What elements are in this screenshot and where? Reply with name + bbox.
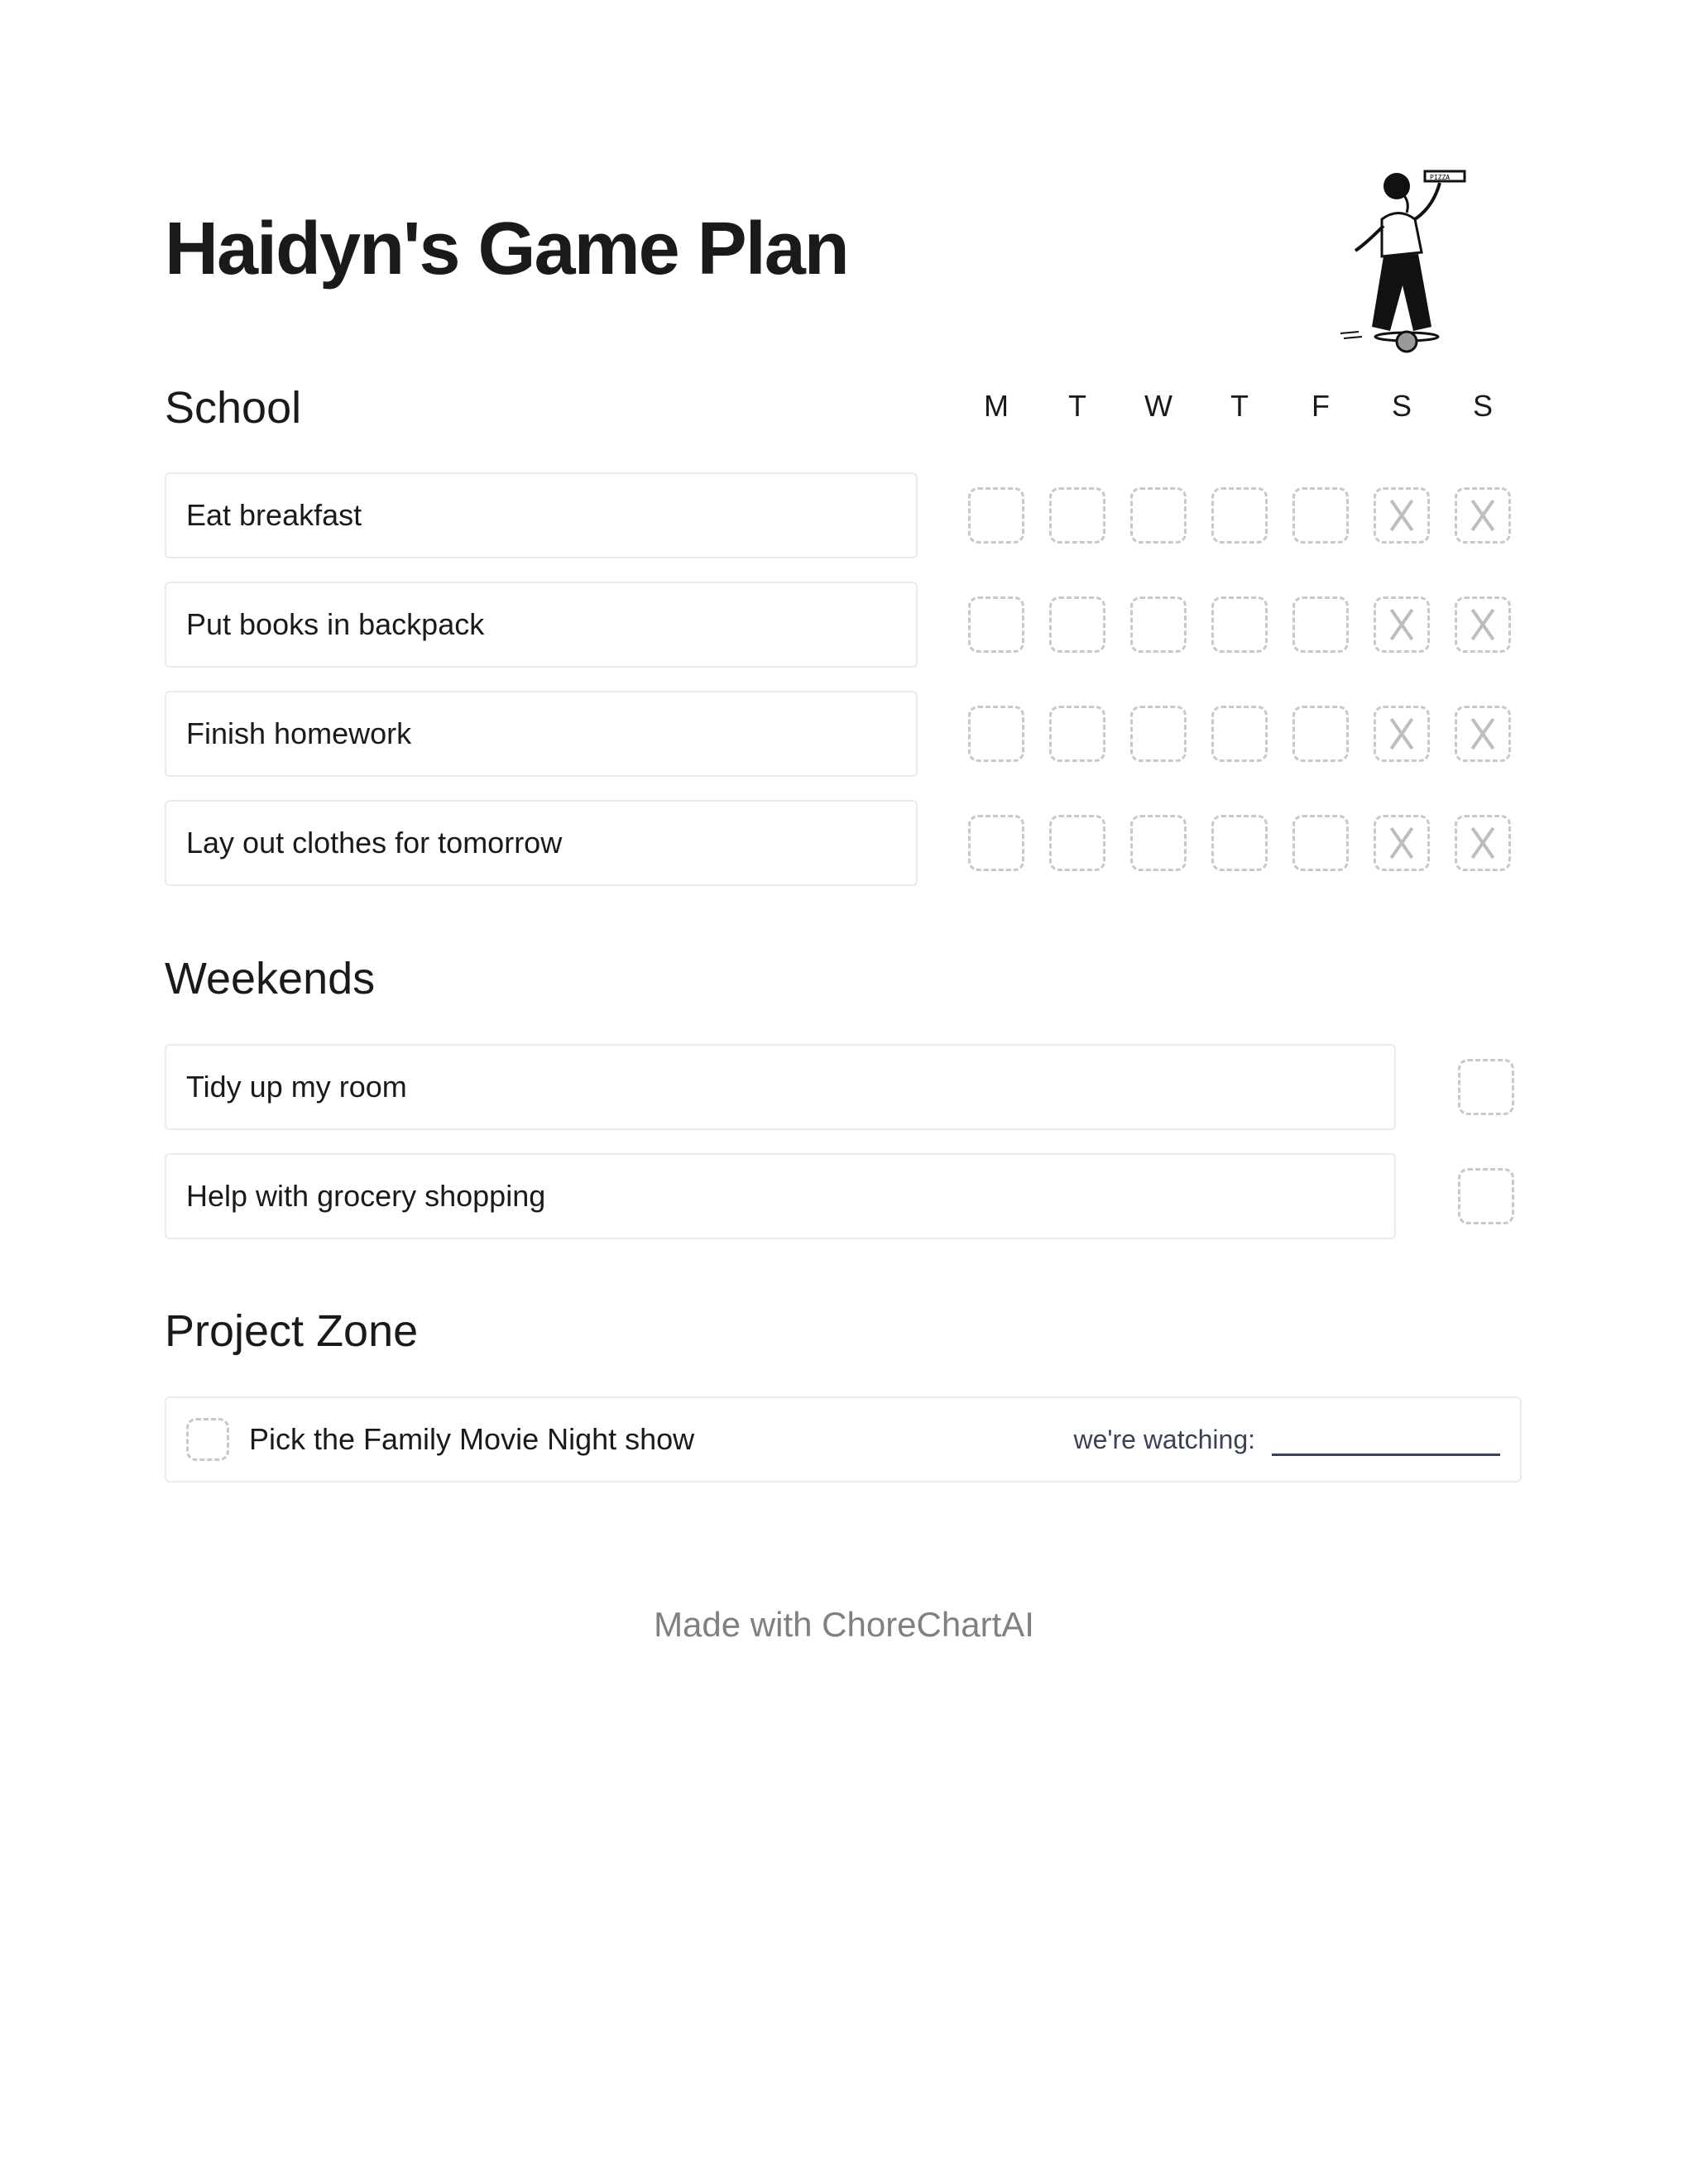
day-checkbox[interactable] — [1292, 487, 1349, 544]
day-header: M — [984, 389, 1009, 423]
disabled-day-checkbox — [1455, 706, 1511, 762]
day-checkbox[interactable] — [968, 815, 1024, 871]
page-title: Haidyn's Game Plan — [165, 208, 848, 290]
section-heading-school: School — [165, 383, 302, 433]
day-checkbox[interactable] — [1130, 487, 1187, 544]
day-checkbox[interactable] — [1049, 487, 1105, 544]
day-checkbox[interactable] — [1211, 815, 1268, 871]
day-checkbox[interactable] — [968, 596, 1024, 653]
watching-label: we're watching: — [1073, 1424, 1255, 1454]
weekend-checkbox[interactable] — [1458, 1168, 1514, 1224]
day-header: W — [1144, 389, 1172, 423]
project-task-row — [165, 1396, 1522, 1482]
day-checkbox[interactable] — [1130, 596, 1187, 653]
weekend-task-row: Help with grocery shopping — [165, 1153, 1396, 1239]
day-checkbox[interactable] — [1130, 706, 1187, 762]
day-header: T — [1068, 389, 1086, 423]
disabled-day-checkbox — [1455, 815, 1511, 871]
day-checkbox[interactable] — [1211, 487, 1268, 544]
section-heading-project-zone: Project Zone — [165, 1306, 419, 1356]
day-header: S — [1391, 389, 1412, 423]
day-checkbox[interactable] — [1292, 815, 1349, 871]
school-task-row: Finish homework — [165, 691, 918, 777]
school-task-row: Eat breakfast — [165, 472, 918, 558]
day-header: F — [1312, 389, 1330, 423]
weekend-checkbox[interactable] — [1458, 1059, 1514, 1115]
day-checkbox[interactable] — [1049, 815, 1105, 871]
school-task-row: Lay out clothes for tomorrow — [165, 800, 918, 886]
day-checkbox[interactable] — [1211, 596, 1268, 653]
day-checkbox[interactable] — [968, 487, 1024, 544]
disabled-day-checkbox — [1374, 487, 1430, 544]
day-header: T — [1230, 389, 1249, 423]
watching-input[interactable] — [1272, 1424, 1500, 1456]
day-checkbox[interactable] — [1211, 706, 1268, 762]
school-task-row: Put books in backpack — [165, 582, 918, 668]
disabled-day-checkbox — [1374, 706, 1430, 762]
disabled-day-checkbox — [1455, 487, 1511, 544]
day-checkbox[interactable] — [968, 706, 1024, 762]
disabled-day-checkbox — [1374, 815, 1430, 871]
pizza-person-illustration-icon — [1324, 161, 1489, 360]
disabled-day-checkbox — [1455, 596, 1511, 653]
day-checkbox[interactable] — [1049, 596, 1105, 653]
day-checkbox[interactable] — [1049, 706, 1105, 762]
day-checkbox[interactable] — [1292, 596, 1349, 653]
day-checkbox[interactable] — [1130, 815, 1187, 871]
section-heading-weekends: Weekends — [165, 954, 376, 1003]
svg-text:PIZZA: PIZZA — [1430, 174, 1451, 181]
footer-credit: Made with ChoreChartAI — [654, 1605, 1034, 1644]
disabled-day-checkbox — [1374, 596, 1430, 653]
project-task-checkbox[interactable] — [186, 1418, 229, 1461]
day-checkbox[interactable] — [1292, 706, 1349, 762]
project-task-label: Pick the Family Movie Night show — [249, 1422, 695, 1456]
day-header: S — [1472, 389, 1493, 423]
weekend-task-row: Tidy up my room — [165, 1044, 1396, 1130]
